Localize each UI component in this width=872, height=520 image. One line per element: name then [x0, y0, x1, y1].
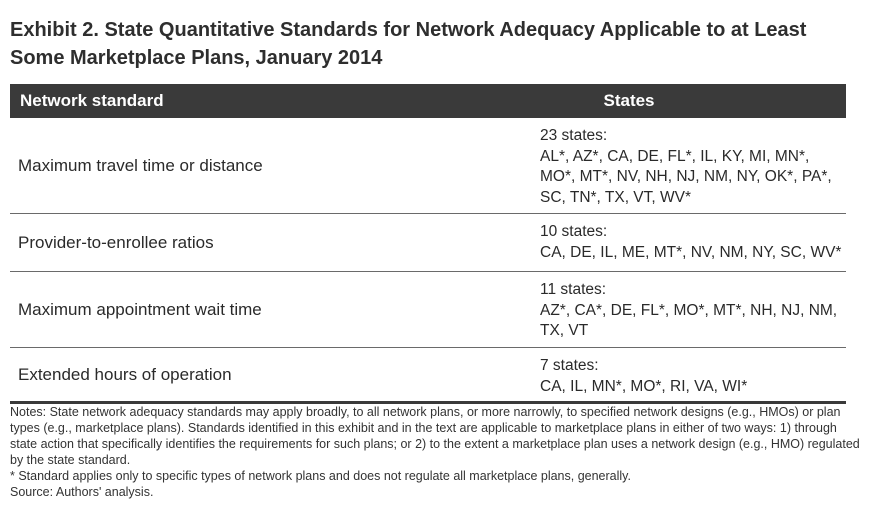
standards-table [10, 84, 846, 404]
exhibit-title: Exhibit 2. State Quantitative Standards for Network Adequacy Applicable to at Least Some Marketplace Plans, January 2014 [10, 19, 807, 69]
header-network-standard: Network standard [20, 91, 164, 110]
row-standard: Maximum travel time or distance [18, 155, 263, 175]
row-state-count: 11 states: [540, 281, 607, 298]
row-state-count: 7 states: [540, 357, 599, 374]
header-states: States [603, 91, 655, 110]
table-row [10, 118, 846, 214]
row-state-list: AL*, AZ*, CA, DE, FL*, IL, KY, MI, MN*, MO*, MT*, NV, NH, NJ, NM, NY, OK*, PA*, SC, TN*, TX, VT, WV* [540, 147, 832, 206]
row-states-cell [532, 348, 846, 401]
notes-text: Notes: State network adequacy standards may apply broadly, to all network plans, or more narrowly, to specified network designs (e.g., HMOs) or plan types (e.g., marketplace plans). Standards identified in this exhibit and in the text are applicable to marketplace plans in either of two ways: 1) through state action that specifically identifies the requirements for such plans; or 2) to the extent a marketplace plan uses a network design (e.g., HMO) regulated by the state standard. [10, 405, 860, 467]
row-state-count: 23 states: [540, 127, 608, 144]
row-standard: Provider-to-enrollee ratios [18, 232, 214, 252]
table-header [10, 84, 846, 118]
row-states-cell [532, 118, 846, 213]
row-state-list: AZ*, CA*, DE, FL*, MO*, MT*, NH, NJ, NM, TX, VT [540, 301, 838, 339]
row-standard: Maximum appointment wait time [18, 299, 262, 319]
table-row [10, 214, 846, 272]
row-state-count: 10 states: [540, 223, 608, 240]
notes-section [10, 404, 860, 500]
row-state-list: CA, IL, MN*, MO*, RI, VA, WI* [540, 377, 748, 395]
row-standard: Extended hours of operation [18, 364, 232, 384]
table-row [10, 272, 846, 348]
row-state-list: CA, DE, IL, ME, MT*, NV, NM, NY, SC, WV* [540, 243, 842, 261]
row-states-cell [532, 272, 846, 347]
table-row [10, 348, 846, 404]
asterisk-note: * Standard applies only to specific types of network plans and does not regulate all marketplace plans, generally. [10, 469, 631, 483]
row-states-cell [532, 214, 846, 271]
source-note: Source: Authors' analysis. [10, 485, 154, 499]
